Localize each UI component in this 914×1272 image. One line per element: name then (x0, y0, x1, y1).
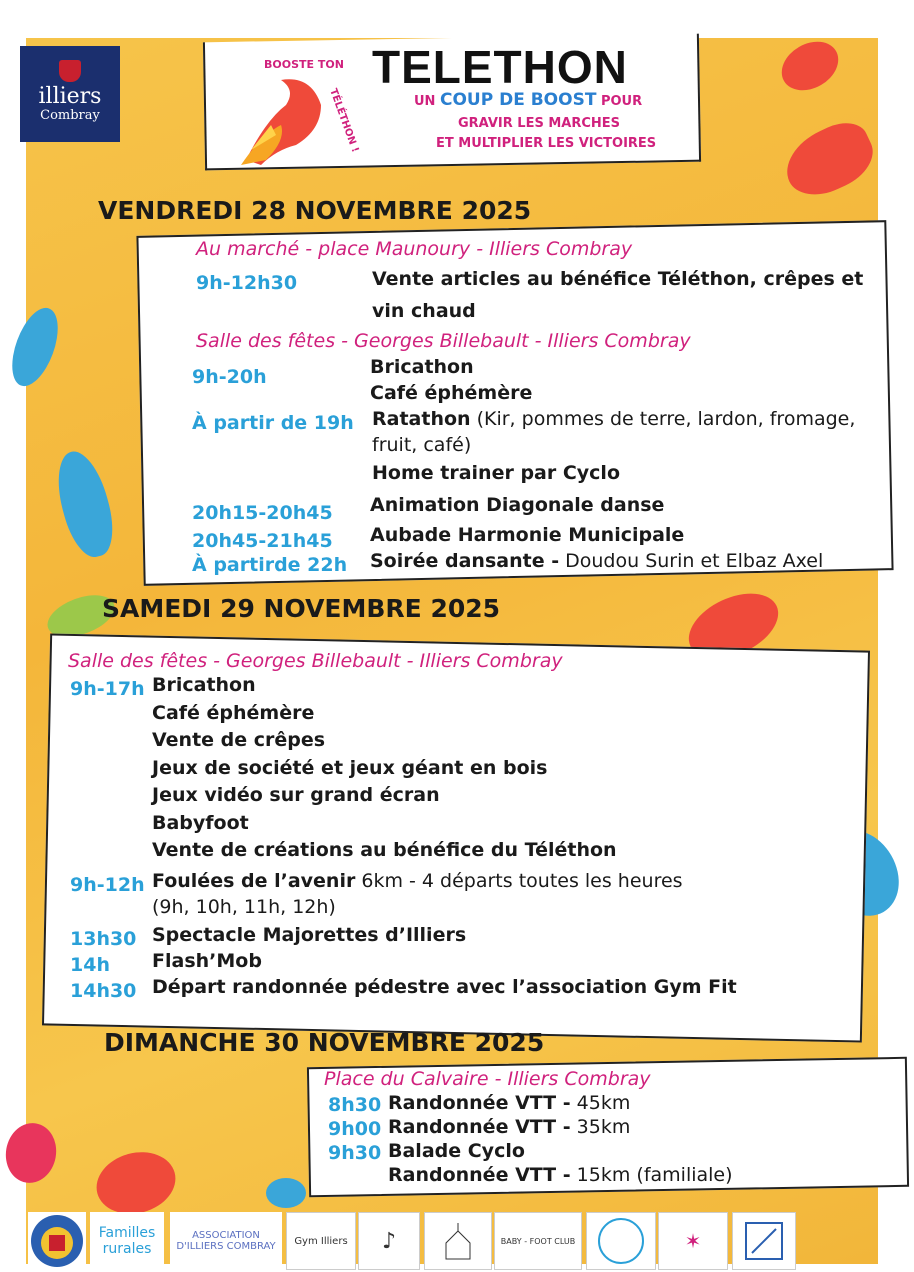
saturday-activity-item: Vente de crêpes (152, 729, 326, 751)
sunday-activity-vtt45 (388, 1092, 630, 1114)
logo-text-line2: Combray (40, 108, 100, 123)
header-subtitle (414, 90, 642, 110)
friday-activity-diagonale: Animation Diagonale danse (370, 494, 665, 516)
friday-activity-soiree (370, 550, 823, 572)
saturday-activity-item: Bricathon (152, 674, 256, 696)
sunday-activity-vtt35 (388, 1116, 630, 1138)
sunday-time-2: 9h00 (328, 1118, 382, 1140)
friday-activity-ratathon-line2: fruit, café) (372, 434, 472, 456)
saturday-time-1: 9h-17h (70, 678, 145, 700)
red-blob-decoration (776, 114, 883, 206)
friday-location-market: Au marché - place Maunoury - Illiers Combray (196, 238, 633, 260)
sunday-time-1: 8h30 (328, 1094, 382, 1116)
header-subtitle-line3: ET MULTIPLIER LES VICTOIRES (436, 136, 657, 151)
gym-illiers-logo: Gym Illiers (286, 1212, 356, 1270)
friday-time-5: 20h45-21h45 (192, 530, 333, 552)
friday-activity-home-trainer: Home trainer par Cyclo (372, 462, 621, 484)
sunday-heading: DIMANCHE 30 NOVEMBRE 2025 (104, 1028, 545, 1057)
red-blob-decoration (773, 32, 847, 100)
vtt15-distance: 15km (familiale) (570, 1164, 733, 1186)
ratathon-label: Ratathon (372, 408, 471, 430)
boost-telethon-logo (226, 50, 361, 170)
saturday-activity-foulees-line2: (9h, 10h, 11h, 12h) (152, 896, 336, 918)
saturday-activity-item: Babyfoot (152, 811, 249, 834)
svg-text:TÉLÉTHON !: TÉLÉTHON ! (327, 87, 361, 154)
music-logo: ♪ (358, 1212, 420, 1270)
circle-emblem-logo (586, 1212, 656, 1270)
babyfoot-club-logo: BABY - FOOT CLUB (494, 1212, 582, 1270)
saturday-time-3: 13h30 (70, 928, 137, 950)
church-logo (424, 1212, 492, 1270)
crest-icon (59, 60, 81, 82)
saturday-heading: SAMEDI 29 NOVEMBRE 2025 (102, 594, 501, 623)
subtitle-emphasis: COUP DE BOOST (439, 90, 597, 110)
friday-time-6: À partirde 22h (192, 554, 348, 576)
friday-time-2: 9h-20h (192, 366, 267, 388)
familles-rurales-logo: Familles rurales (90, 1212, 164, 1270)
friday-activity-ratathon (372, 408, 855, 430)
illiers-combray-logo (20, 46, 120, 142)
blue-blob-decoration (49, 446, 121, 562)
soiree-label: Soirée dansante - (370, 550, 560, 572)
friday-location-hall: Salle des fêtes - Georges Billebault - Illiers Combray (196, 330, 691, 352)
comite-logo (28, 1212, 86, 1270)
association-logo: ASSOCIATION D'ILLIERS COMBRAY (170, 1212, 282, 1270)
friday-activity-bricathon: Bricathon (370, 356, 474, 378)
ratathon-details: (Kir, pommes de terre, lardon, fromage, (470, 408, 856, 430)
saturday-activity-item: Vente de créations au bénéfice du Téléthon (152, 839, 617, 861)
foulees-details: 6km - 4 départs toutes les heures (355, 870, 683, 892)
svg-text:BOOSTE TON: BOOSTE TON (264, 58, 344, 71)
subtitle-post: POUR (596, 94, 643, 109)
poster-background (26, 38, 878, 1264)
friday-activity-1 (372, 268, 863, 290)
blue-blob-decoration (266, 1178, 306, 1208)
sunday-activity-cyclo: Balade Cyclo (388, 1140, 525, 1162)
friday-time-4: 20h15-20h45 (192, 502, 333, 524)
friday-activity-1-line2: vin chaud (372, 300, 476, 322)
vtt15-label: Randonnée VTT - (388, 1164, 571, 1186)
saturday-activity-foulees (152, 870, 683, 892)
red-blob-decoration (90, 1144, 183, 1223)
telethon-title: TELETHON (372, 41, 628, 93)
vtt45-label: Randonnée VTT - (388, 1092, 571, 1114)
subtitle-pre: UN (414, 94, 440, 109)
saturday-time-5: 14h30 (70, 980, 137, 1002)
saturday-activity-flashmob: Flash’Mob (152, 950, 262, 972)
vtt45-distance: 45km (570, 1092, 631, 1114)
friday-activity-cafe: Café éphémère (370, 382, 533, 404)
red-blob-decoration (1, 1119, 61, 1187)
friday-time-1: 9h-12h30 (196, 272, 298, 294)
saturday-time-4: 14h (70, 954, 110, 976)
sunday-time-3: 9h30 (328, 1142, 382, 1164)
friday-activity-1-line1: Vente articles au bénéfice Téléthon, crêpes et (372, 268, 864, 290)
gym-fit-logo (732, 1212, 796, 1270)
saturday-activity-randonnee: Départ randonnée pédestre avec l’association Gym Fit (152, 976, 737, 998)
friday-heading: VENDREDI 28 NOVEMBRE 2025 (98, 196, 532, 225)
saturday-activity-majorettes: Spectacle Majorettes d’Illiers (152, 924, 467, 946)
friday-activity-aubade: Aubade Harmonie Municipale (370, 524, 685, 546)
header-subtitle-line2: GRAVIR LES MARCHES (458, 116, 621, 131)
vtt35-label: Randonnée VTT - (388, 1116, 571, 1138)
saturday-activity-item: Café éphémère (152, 701, 315, 724)
saturday-location: Salle des fêtes - Georges Billebault - Illiers Combray (68, 650, 563, 672)
friday-time-3: À partir de 19h (192, 412, 354, 434)
soiree-details: Doudou Surin et Elbaz Axel (559, 550, 824, 572)
saturday-activity-item: Jeux de société et jeux géant en bois (152, 756, 548, 779)
sunday-activity-vtt15 (388, 1164, 733, 1186)
sunday-location: Place du Calvaire - Illiers Combray (324, 1068, 651, 1090)
vtt35-distance: 35km (570, 1116, 631, 1138)
majorettes-logo: ✶ (658, 1212, 728, 1270)
foulees-label: Foulées de l’avenir (152, 870, 356, 892)
logo-text-line1: illiers (38, 84, 102, 109)
saturday-activity-item: Jeux vidéo sur grand écran (152, 784, 440, 806)
saturday-time-2: 9h-12h (70, 874, 145, 896)
blue-blob-decoration (3, 302, 67, 392)
